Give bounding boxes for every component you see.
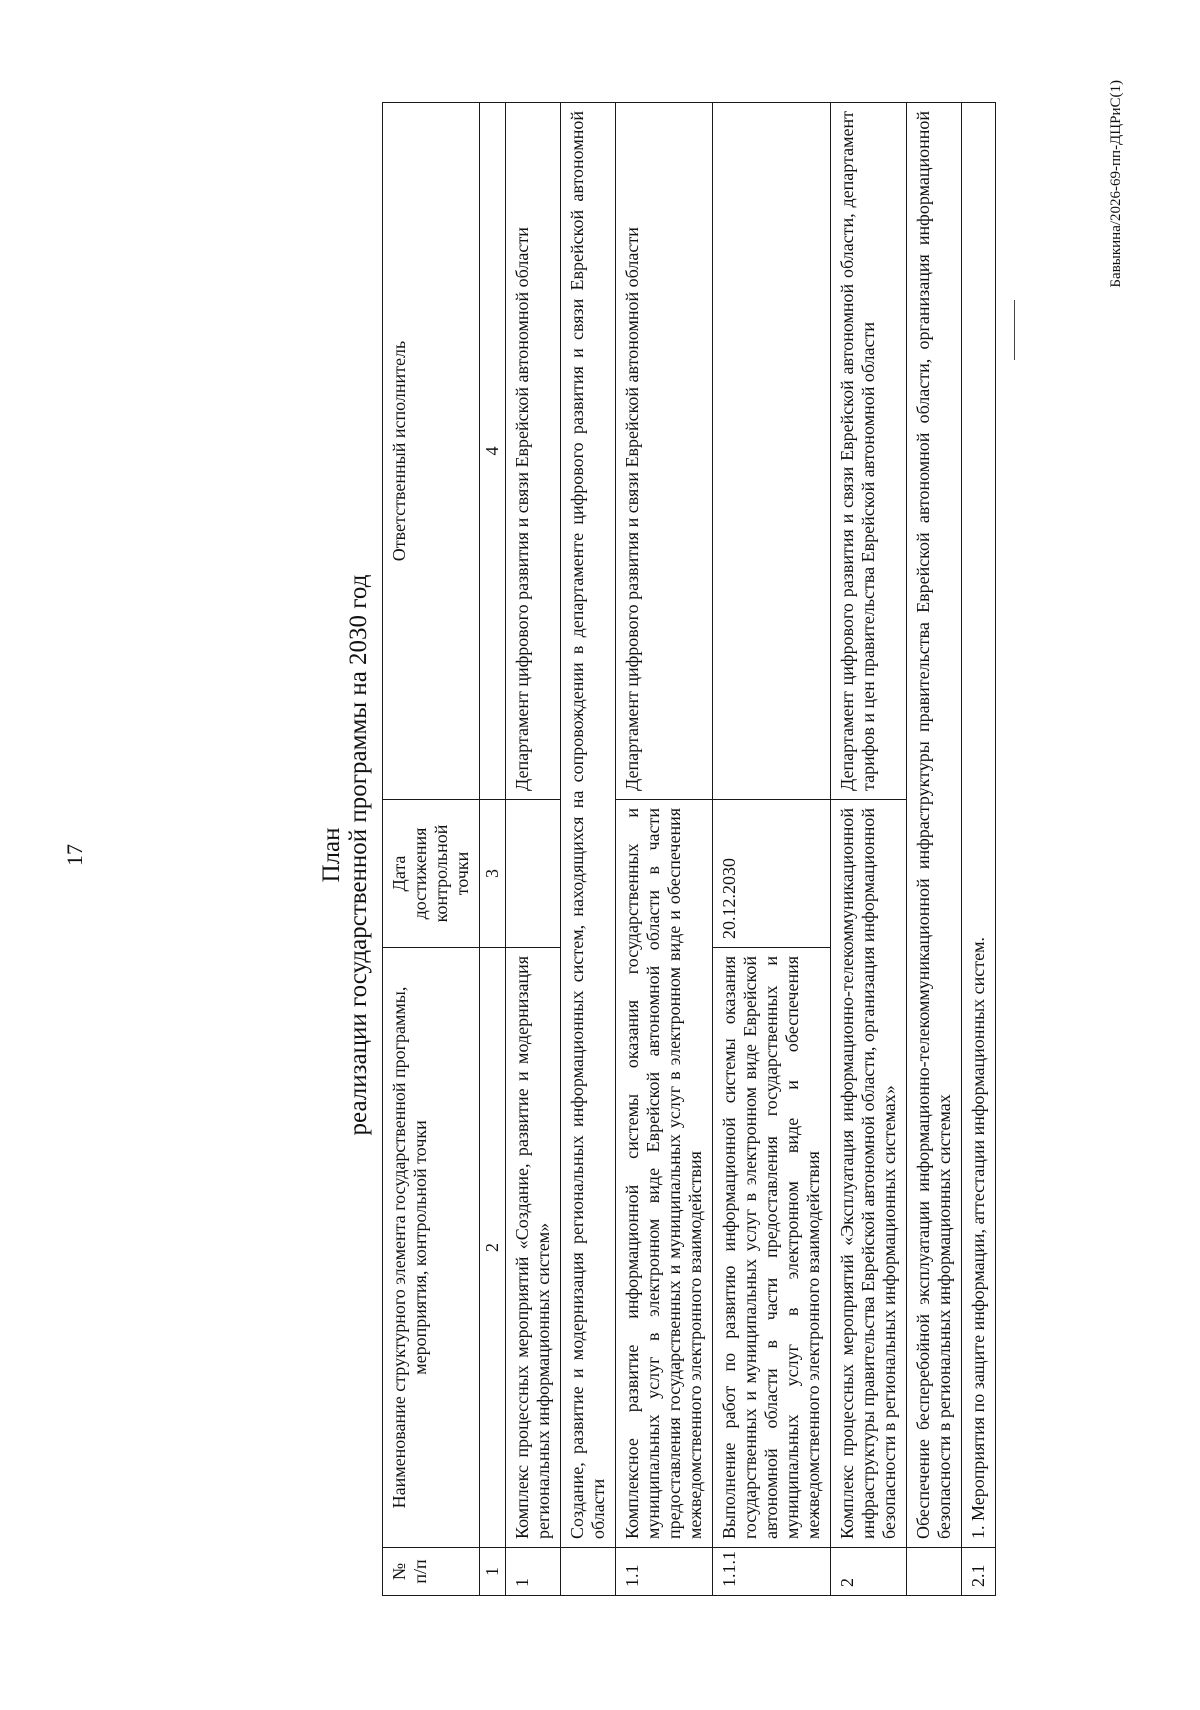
column-number: 2 xyxy=(480,948,506,1548)
table-row xyxy=(506,103,561,1596)
header-name: Наименование структурного элемента государственной программы, мероприятия, контрольной точки xyxy=(383,948,480,1548)
row-number: 2.1 xyxy=(962,1548,996,1596)
column-number: 4 xyxy=(480,103,506,800)
row-activity-span: 1. Мероприятия по защите информации, аттестации информационных систем. xyxy=(962,103,996,1548)
row-number: 1 xyxy=(506,1548,561,1596)
table-row xyxy=(907,103,962,1596)
row-task-span: Обеспечение бесперебойной эксплуатации информационно-телекоммуникационной инфраструктуры правительства Еврейской автономной области, организация информационной безопасности в региональных информационных системах xyxy=(907,103,962,1548)
row-name: Выполнение работ по развитию информационной системы оказания государственных и муниципальных услуг в электронном виде Еврейской автономной области в части предоставления государственных и муниципальных услуг в электронном виде и обеспечения межведомственного электронного взаимодействия xyxy=(713,948,831,1548)
header-row xyxy=(383,103,480,1596)
row-name: Комплекс процессных мероприятий «Создание, развитие и модернизация региональных информационных систем» xyxy=(506,948,561,1548)
page-number: 17 xyxy=(62,844,87,866)
table-row xyxy=(616,103,713,1596)
table-row xyxy=(561,103,616,1596)
row-name: Комплексное развитие информационной системы оказания государственных и муниципальных услуг в электронном виде Еврейской автономной области в части предоставления государственных и муниципальных услуг в электронном виде и обеспечения межведомственного электронного взаимодействия xyxy=(616,800,713,1548)
row-executor xyxy=(713,103,831,800)
row-number: 2 xyxy=(831,1548,907,1596)
row-executor: Департамент цифрового развития и связи Еврейской автономной области, департамент тарифов и цен правительства Еврейской автономной области xyxy=(831,103,907,800)
header-executor: Ответственный исполнитель xyxy=(383,103,480,800)
column-number: 3 xyxy=(480,800,506,948)
row-date: 20.12.2030 xyxy=(713,800,831,948)
row-date xyxy=(506,800,561,948)
row-number: 1.1.1 xyxy=(713,1548,831,1596)
footer-rule xyxy=(1014,300,1015,360)
table-row xyxy=(831,103,907,1596)
document-title xyxy=(318,0,372,1710)
footer-code: Бавыкина/2026-69-пп-ДЦРиС(1) xyxy=(1108,80,1124,288)
row-name: Комплекс процессных мероприятий «Эксплуатация информационно-телекоммуникационной инфраструктуры правительства Еврейской автономной области, организация информационной безопасности в региональных информационных системах» xyxy=(831,800,907,1548)
column-number-row xyxy=(480,103,506,1596)
row-executor: Департамент цифрового развития и связи Еврейской автономной области xyxy=(616,103,713,800)
title-line-1: План xyxy=(318,827,345,883)
row-executor: Департамент цифрового развития и связи Еврейской автономной области xyxy=(506,103,561,800)
header-date: Дата достижения контрольной точки xyxy=(383,800,480,948)
row-number-empty xyxy=(561,1548,616,1596)
row-number-empty xyxy=(907,1548,962,1596)
title-line-2: реализации государственной программы на 2030 год xyxy=(345,574,372,1136)
row-number: 1.1 xyxy=(616,1548,713,1596)
column-number: 1 xyxy=(480,1548,506,1596)
table-row xyxy=(962,103,996,1596)
plan-table xyxy=(382,102,996,1596)
header-num: № п/п xyxy=(383,1548,480,1596)
table-row xyxy=(713,103,831,1596)
row-task-span: Создание, развитие и модернизация региональных информационных систем, находящихся на сопровождении в департаменте цифрового развития и связи Еврейской автономной области xyxy=(561,103,616,1548)
